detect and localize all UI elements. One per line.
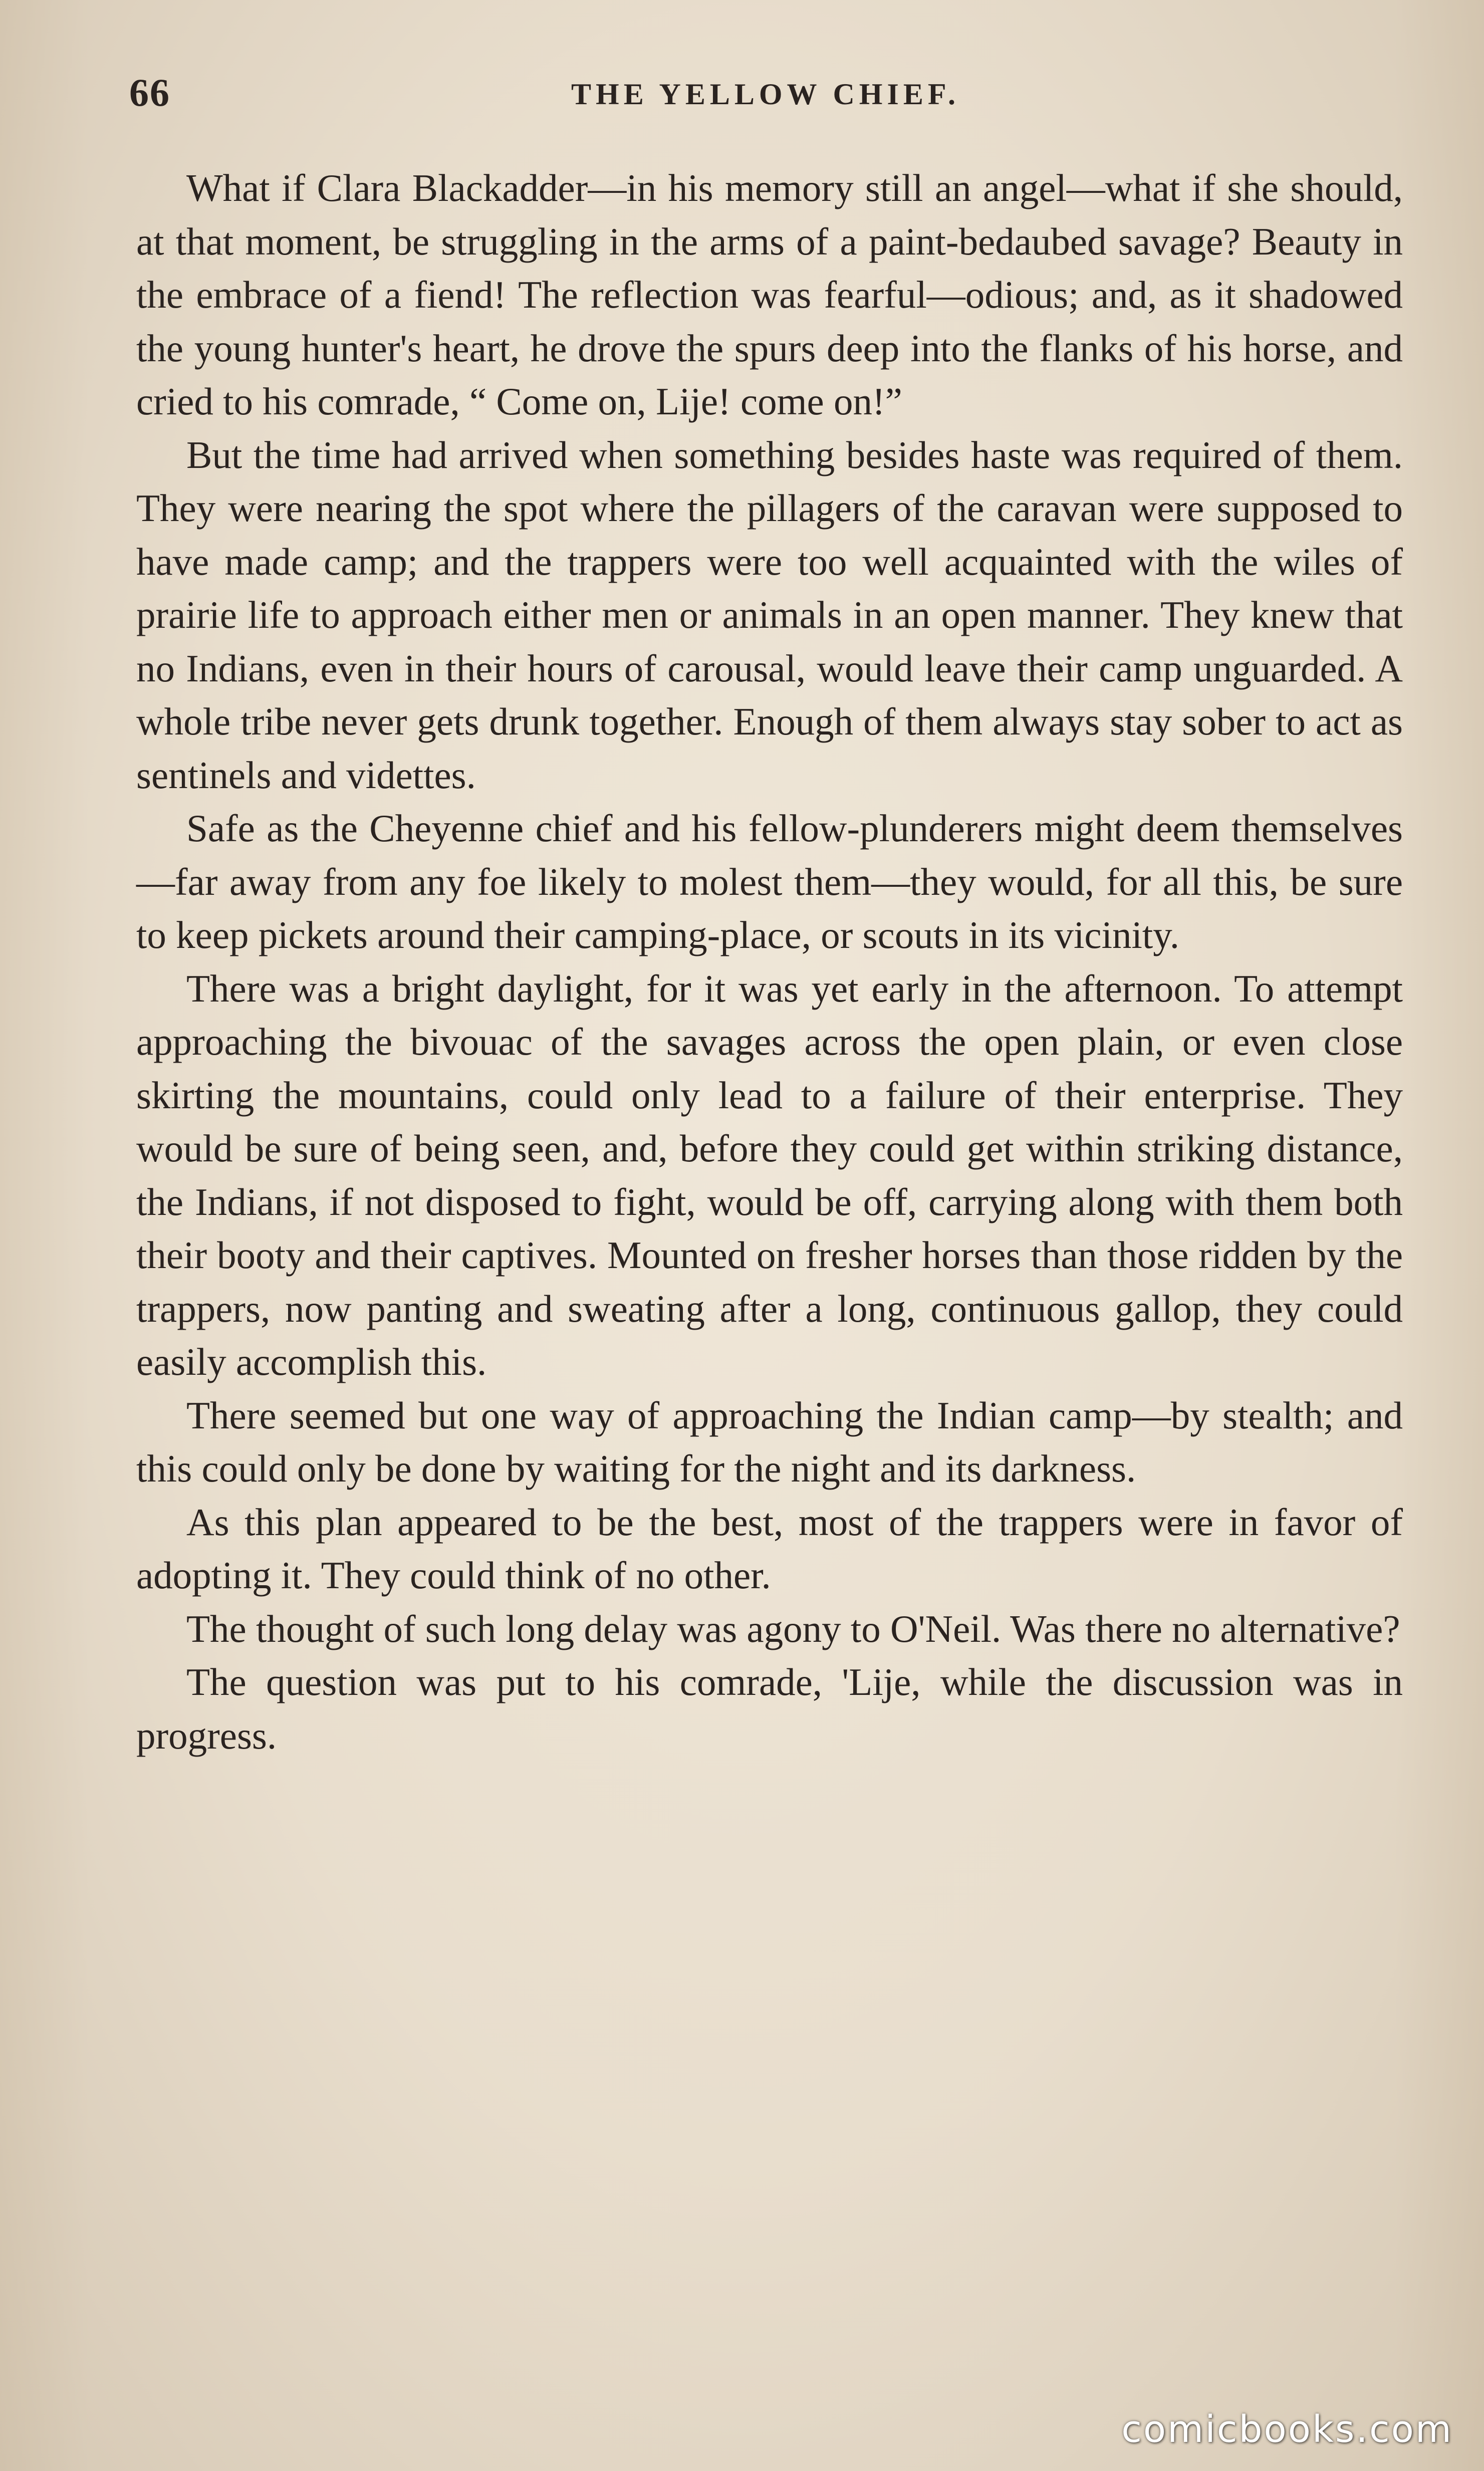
paragraph: Safe as the Cheyenne chief and his fellow-plunderers might deem themselves—far away from any foe likely to molest them—they would, for all this, be sure to keep pickets around their camping-place, or scouts in its vicinity. [136, 807, 1403, 956]
paragraph: What if Clara Blackadder—in his memory still an angel—what if she should, at that moment, be struggling in the arms of a paint-bedaubed savage? Beauty in the embrace of a fiend! The reflection was fearful—odious; and, as it shadowed the young hunter's heart, he drove the spurs deep into the flanks of his horse, and cried to his comrade, “ Come on, Lije! come on!” [136, 166, 1403, 423]
paragraph: There was a bright daylight, for it was yet early in the afternoon. To attempt approaching the bivouac of the savages across the open plain, or even close skirting the mountains, could only lead to a failure of their enterprise. They would be sure of being seen, and, before they could get within striking distance, the Indians, if not disposed to fight, would be off, carrying along with them both their booty and their captives. Mounted on fresher horses than those ridden by the trappers, now panting and sweating after a long, continuous gallop, they could easily accomplish this. [136, 966, 1403, 1383]
paragraph: But the time had arrived when something besides haste was required of them. They were nearing the spot where the pillagers of the caravan were supposed to have made camp; and the trappers were too well acquainted with the wiles of prairie life to approach either men or animals in an open manner. They knew that no Indians, even in their hours of carousal, would leave their camp unguarded. A whole tribe never gets drunk together. Enough of them always stay sober to act as sentinels and videttes. [136, 433, 1403, 797]
paragraph: The question was put to his comrade, 'Lije, while the discussion was in progress. [136, 1660, 1403, 1757]
page-header [129, 70, 1402, 125]
running-title: THE YELLOW CHIEF. [571, 78, 960, 111]
paragraph: As this plan appeared to be the best, most of the trappers were in favor of adopting it. They could think of no other. [136, 1500, 1403, 1597]
paragraph: The thought of such long delay was agony to O'Neil. Was there no alternative? [186, 1607, 1400, 1650]
page-number: 66 [129, 71, 170, 114]
paragraph: There seemed but one way of approaching the Indian camp—by stealth; and this could only be done by waiting for the night and its darkness. [136, 1393, 1403, 1490]
body-text [136, 161, 1403, 1762]
watermark: comicbooks.com [1121, 2408, 1453, 2451]
